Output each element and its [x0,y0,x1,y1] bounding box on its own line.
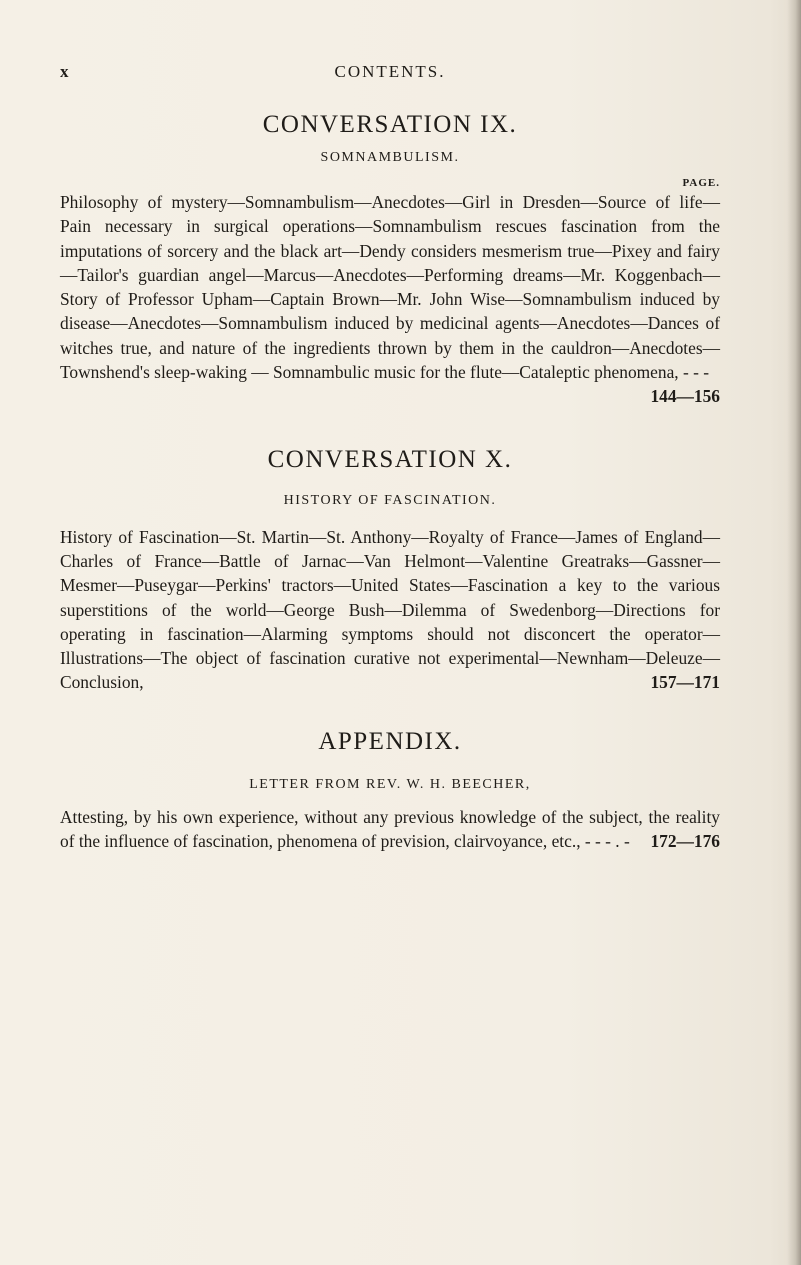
entry-text [60,525,720,695]
section-title: CONVERSATION IX. [262,111,518,138]
section-title: APPENDIX. [318,727,462,755]
entry-page-range: 172—176 [650,831,720,852]
entry [60,190,720,409]
section-title: CONVERSATION X. [267,445,513,473]
entry [60,805,720,854]
running-title: CONTENTS. [334,62,446,81]
section-conversation-x [60,443,720,695]
running-head [60,62,720,86]
section-appendix [60,725,720,854]
section-subtitle: LETTER FROM REV. W. H. BEECHER, [249,776,531,792]
section-subtitle: SOMNAMBULISM. [320,150,460,165]
page-edge-shadow [787,0,801,1265]
section-conversation-ix [60,108,720,409]
entry-description: Philosophy of mystery—Somnambulism—Anecdotes—Girl in Dresden—Source of life—Pain necessary in surgical operations—Somnambulism rescues fascination from the imputations of sorcery and the black art—Dendy considers mesmerism true—Pixey and fairy—Tailor's guardian angel—Marcus—Anecdotes—Performing dreams—Mr. Koggenbach—Story of Professor Upham—Captain Brown—Mr. John Wise—Somnambulism induced by disease—Anecdotes—Somnambulism induced by medicinal agents—Anecdotes—Dances of witches true, and nature of the ingredients thrown by them in the cauldron—Anecdotes— Townshend's sleep-waking — Somnambulic music for the flute—Cataleptic phenomena, - - - [60,192,720,383]
entry-text [60,805,720,854]
entry [60,525,720,695]
page-folio: x [60,62,70,81]
entry-description: History of Fascination—St. Martin—St. Anthony—Royalty of France—James of England—Charles of France—Battle of Jarnac—Van Helmont—Valentine Greatraks—Gassner—Mesmer—Puseygar—Perkins' tractors—United States—Fascination a key to the various superstitions of the world—George Bush—Dilemma of Swedenborg—Directions for operating in fascination—Alarming symptoms should not disconcert the operator—Illustrations—The object of fascination curative not experimental—Newnham—Deleuze—Conclusion, [60,526,720,693]
entry-page-range: 144—156 [650,386,720,407]
section-subtitle: HISTORY OF FASCINATION. [283,492,497,508]
entry-text [60,190,720,407]
entry-page-range: 157—171 [650,672,720,693]
contents-body [60,108,720,853]
page-column-label: PAGE. [682,177,720,189]
entry-description: Attesting, by his own experience, without any previous knowledge of the subject, the reality of the influence of fascination, phenomena of prevision, clairvoyance, etc., - - - . - [60,806,720,852]
